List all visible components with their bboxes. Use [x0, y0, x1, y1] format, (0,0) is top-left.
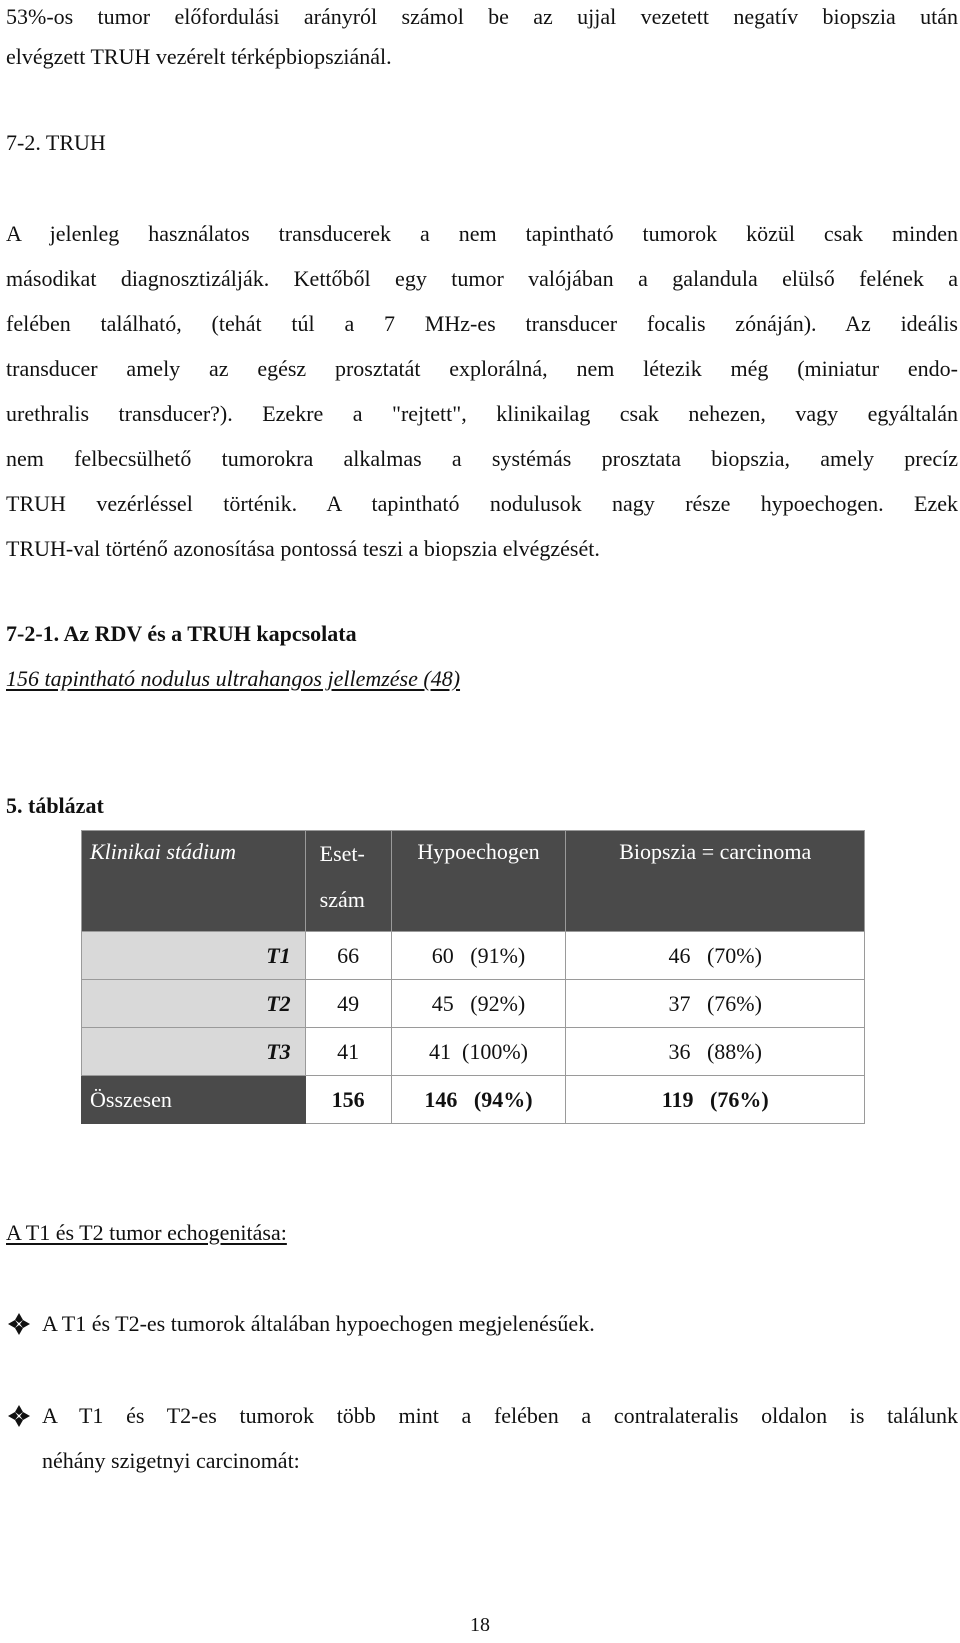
header-case-count — [305, 831, 391, 932]
row-hypoechogen: 60 (91%) — [391, 932, 566, 980]
paragraph-line-5: urethralis transducer?). Ezekre a "rejtett", klinikailag csak nehezen, vagy egyáltalán — [6, 401, 958, 426]
page-number: 18 — [470, 1614, 490, 1636]
diamond-bullet-icon — [6, 1403, 32, 1429]
paragraph-line-1: A jelenleg használatos transducerek a nem tapintható tumorok közül csak minden — [6, 221, 958, 246]
total-hypoechogen: 146 (94%) — [391, 1076, 566, 1124]
echogenicity-heading: A T1 és T2 tumor echogenitása: — [6, 1220, 287, 1245]
total-cases: 156 — [305, 1076, 391, 1124]
intro-line-2: elvégzett TRUH vezérelt térképbiopsziánál. — [6, 44, 392, 69]
row-hypoechogen: 41 (100%) — [391, 1028, 566, 1076]
section-7-2-heading: 7-2. TRUH — [6, 130, 106, 155]
paragraph-line-8: TRUH-val történő azonosítása pontossá teszi a biopszia elvégzését. — [6, 536, 600, 561]
header-clinical-stage: Klinikai stádium — [82, 831, 306, 932]
table-row-total — [82, 1076, 865, 1124]
row-biopsy: 37 (76%) — [566, 980, 865, 1028]
bullet-2-text-line-1: A T1 és T2-es tumorok több mint a felében a contralateralis oldalon is találunk — [42, 1403, 958, 1428]
row-cases: 66 — [305, 932, 391, 980]
header-hypoechogen: Hypoechogen — [391, 831, 566, 932]
row-stage: T3 — [82, 1028, 306, 1076]
table-row-t2 — [82, 980, 865, 1028]
row-biopsy: 36 (88%) — [566, 1028, 865, 1076]
total-label: Összesen — [82, 1076, 306, 1124]
row-cases: 49 — [305, 980, 391, 1028]
table-row-t1 — [82, 932, 865, 980]
row-biopsy: 46 (70%) — [566, 932, 865, 980]
diamond-bullet-icon — [6, 1311, 32, 1337]
paragraph-line-2: másodikat diagnosztizálják. Kettőből egy tumor valójában a galandula elülső felének a — [6, 266, 958, 291]
bullet-1-text: A T1 és T2-es tumorok általában hypoechogen megjelenésűek. — [42, 1311, 595, 1336]
bullet-2-text-line-2: néhány szigetnyi carcinomát: — [42, 1448, 300, 1473]
header-case-count-line-2: szám — [319, 887, 365, 912]
paragraph-line-3: felében található, (tehát túl a 7 MHz-es transducer focalis zónáján). Az ideális — [6, 311, 958, 336]
table-header-row — [82, 831, 865, 932]
intro-line-1: 53%-os tumor előfordulási arányról számol be az ujjal vezetett negatív biopszia után — [6, 4, 958, 29]
section-subtitle: 156 tapintható nodulus ultrahangos jellemzése (48) — [6, 666, 461, 691]
row-stage: T1 — [82, 932, 306, 980]
table-caption: 5. táblázat — [6, 793, 104, 818]
section-7-2-1-heading: 7-2-1. Az RDV és a TRUH kapcsolata — [6, 621, 357, 646]
row-cases: 41 — [305, 1028, 391, 1076]
header-case-count-line-1: Eset- — [319, 841, 365, 866]
paragraph-line-4: transducer amely az egész prosztatát explorálná, nem létezik még (miniatur endo- — [6, 356, 958, 381]
row-hypoechogen: 45 (92%) — [391, 980, 566, 1028]
total-biopsy: 119 (76%) — [566, 1076, 865, 1124]
row-stage: T2 — [82, 980, 306, 1028]
header-biopsy-carcinoma: Biopszia = carcinoma — [566, 831, 865, 932]
paragraph-line-7: TRUH vezérléssel történik. A tapintható nodulusok nagy része hypoechogen. Ezek — [6, 491, 958, 516]
paragraph-line-6: nem felbecsülhető tumorokra alkalmas a systémás prosztata biopszia, amely precíz — [6, 446, 958, 471]
table-row-t3 — [82, 1028, 865, 1076]
data-table — [81, 830, 865, 1124]
